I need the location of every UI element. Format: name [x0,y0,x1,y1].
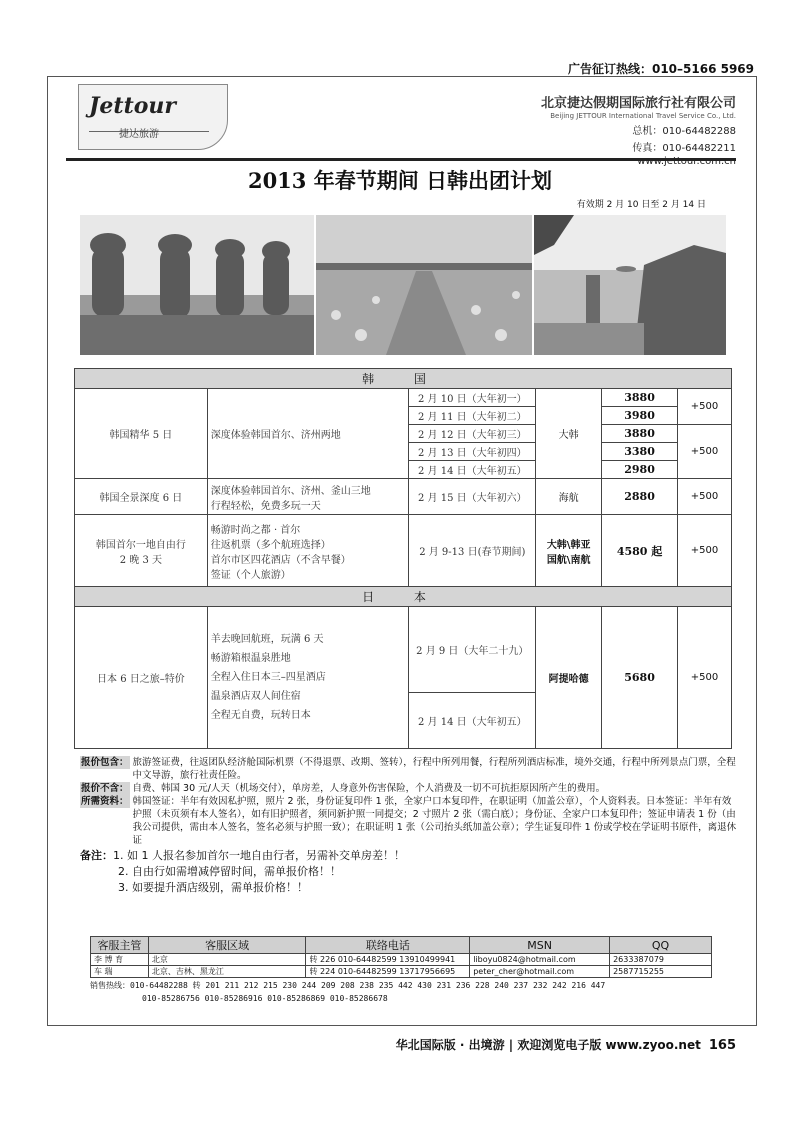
manager-name: 李 博 育 [91,954,149,966]
logo-brand: Jettour [89,93,176,119]
tour-desc-line: 首尔市区四花酒店（不含早餐） [210,554,351,566]
single-supplement: +500 [678,607,732,749]
ad-hotline: 广告征订热线：010–5166 5969 [567,62,754,76]
page-title: 2013 年春节期间 日韩出团计划 [247,168,553,193]
airline: 大韩 [536,389,602,479]
msn-address[interactable]: liboyu0824@hotmail.com [470,954,610,966]
page-number: 165 [708,1038,736,1053]
msn-address[interactable]: peter_cher@hotmail.com [470,966,610,978]
tour-desc [207,479,409,515]
remarks-label: 备注： [80,849,113,862]
tour-name: 韩国精华 5 日 [75,389,208,479]
sales-line: 010-85286756 010-85286916 010-85286869 010-85286678 [142,994,388,1003]
validity-period: 有效期 2 月 10 日至 2 月 14 日 [576,200,706,210]
tour-desc [207,607,409,749]
price: 3380 [602,443,678,461]
header-rule [66,158,736,161]
price: 3880 [602,425,678,443]
tour-name-line: 2 晚 3 天 [119,554,163,566]
airline: 阿提哈德 [536,607,602,749]
photo-stone-statues [80,215,314,355]
price: 3880 [602,389,678,407]
airline-line: 大韩\韩亚 [546,539,591,551]
col-header: 联络电话 [306,937,470,954]
jettour-logo [78,84,228,150]
remark-item: 3. 如要提升酒店级别，需单报价格！！ [118,881,308,894]
service-area: 北京、吉林、黑龙江 [148,966,306,978]
note-label: 所需资料： [81,796,129,807]
company-name-cn: 北京捷达假期国际旅行社有限公司 [540,96,736,111]
tour-desc-line: 羊去晚回航班，玩满 6 天 [210,634,324,645]
tour-name: 韩国全景深度 6 日 [75,479,208,515]
company-name-en: Beijing JETTOUR International Travel Service Co., Ltd. [550,112,736,120]
photo-coast-rocks [534,215,726,355]
price: 4580 起 [602,515,678,587]
departure-date: 2 月 9 日（大年二十九） [409,607,536,693]
tour-desc-line: 温泉酒店双人间住宿 [210,691,301,702]
tour-desc-line: 签证（个人旅游） [210,569,291,581]
airline [536,515,602,587]
sales-hotline [90,979,605,1005]
note-text: 旅游签证费，往返团队经济舱国际机票（不得退票、改期、签转），行程中所列用餐，行程所列酒店标准，境外交通，行程中所列景点门票，全程中文导游，旅行社责任险。 [132,757,736,781]
tour-desc-line: 行程轻松，免费多玩一天 [210,500,321,512]
price: 2880 [602,479,678,515]
qq-number: 2633387079 [610,954,712,966]
logo-cn: 捷达旅游 [119,129,159,140]
price: 2980 [602,461,678,479]
single-supplement: +500 [678,515,732,587]
single-supplement: +500 [678,389,732,425]
col-header: 客服区域 [148,937,306,954]
col-header: 客服主管 [91,937,149,954]
departure-date: 2 月 9-13 日(春节期间) [409,515,536,587]
single-supplement: +500 [678,479,732,515]
company-website[interactable]: www.jettour.com.cn [637,156,736,167]
remark-line [80,848,405,864]
note-text: 韩国签证：半年有效因私护照，照片 2 张，身份证复印件 1 张，全家户口本复印件，在职证明（加盖公章），个人资料表。日本签证：半年有效护照（未页须有本人签名），如有旧护照者，须同新护照一同提交；2 寸照片 2 张（需白底）；身份证、全家户口本复印件；签证申请表 1 份（由我公司提供，需由本人签名，签名必须与护照一致）；在职证明 1 张（公司抬头纸加盖公章）；学生证复印件 1 份或学校在学证明书原件，离退休证 [132,796,737,846]
tour-desc-line: 往返机票（多个航班选择） [210,539,331,551]
table-row [91,966,712,978]
contact-phone: 转 226 010-64482599 13910499941 [306,954,470,966]
departure-date: 2 月 11 日（大年初二） [409,407,536,425]
service-area: 北京 [148,954,306,966]
col-header: QQ [610,937,712,954]
contact-phone: 转 224 010-64482599 13717956695 [306,966,470,978]
customer-service-table [90,936,712,978]
price: 5680 [602,607,678,749]
footer-text: 华北国际版 · 出境游 | 欢迎浏览电子版 www.zyoo.net [395,1038,701,1052]
tour-desc: 深度体验韩国首尔、济州两地 [207,389,409,479]
col-header: MSN [470,937,610,954]
remark-item: 2. 自由行如需增减停留时间，需单报价格！！ [118,865,341,878]
note-label: 报价包含： [81,757,129,768]
remarks [80,848,405,896]
section-korea: 韩 国 [75,369,732,389]
company-fax: 传真：010-64482211 [632,143,736,154]
departure-date: 2 月 13 日（大年初四） [409,443,536,461]
departure-date: 2 月 12 日（大年初三） [409,425,536,443]
company-phone: 总机：010-64482288 [632,126,736,137]
tour-name [75,515,208,587]
tour-desc-line: 畅游时尚之都 · 首尔 [210,524,301,536]
note-documents [80,795,740,847]
table-row [91,954,712,966]
section-japan: 日 本 [75,587,732,607]
notes-section [80,756,740,847]
airline-line: 国航\南航 [546,554,591,566]
page-footer [396,1036,736,1053]
tour-table [74,368,732,749]
manager-name: 车 瑞 [91,966,149,978]
tour-desc-line: 畅游箱根温泉胜地 [210,653,291,664]
tour-name-line: 韩国首尔一地自由行 [95,539,186,551]
qq-number: 2587715255 [610,966,712,978]
photo-flower-field [316,215,532,355]
note-excluded [80,782,740,795]
tour-desc-line: 深度体验韩国首尔、济州、釜山三地 [210,485,371,497]
remark-item: 1. 如 1 人报名参加首尔一地自由行者，另需补交单房差！！ [113,849,405,862]
tour-desc-line: 全程入住日本三–四星酒店 [210,672,326,683]
note-text: 自费、韩国 30 元/人天（机场交付），单房差，人身意外伤害保险，个人消费及一切不可抗拒原因所产生的费用。 [132,783,606,794]
departure-date: 2 月 15 日（大年初六） [409,479,536,515]
departure-date: 2 月 14 日（大年初五） [409,693,536,749]
tour-desc [207,515,409,587]
departure-date: 2 月 10 日（大年初一） [409,389,536,407]
sales-line: 销售热线：010-64482288 转 201 211 212 215 230 244 209 208 238 235 442 430 231 236 228 240 237 232 242 216 447 [90,981,606,990]
note-label: 报价不含： [81,783,129,794]
note-included [80,756,740,782]
tour-desc-line: 全程无自费，玩转日本 [210,710,311,721]
airline: 海航 [536,479,602,515]
price: 3980 [602,407,678,425]
departure-date: 2 月 14 日（大年初五） [409,461,536,479]
company-info [541,92,736,167]
tour-name: 日本 6 日之旅–特价 [75,607,208,749]
single-supplement: +500 [678,425,732,479]
